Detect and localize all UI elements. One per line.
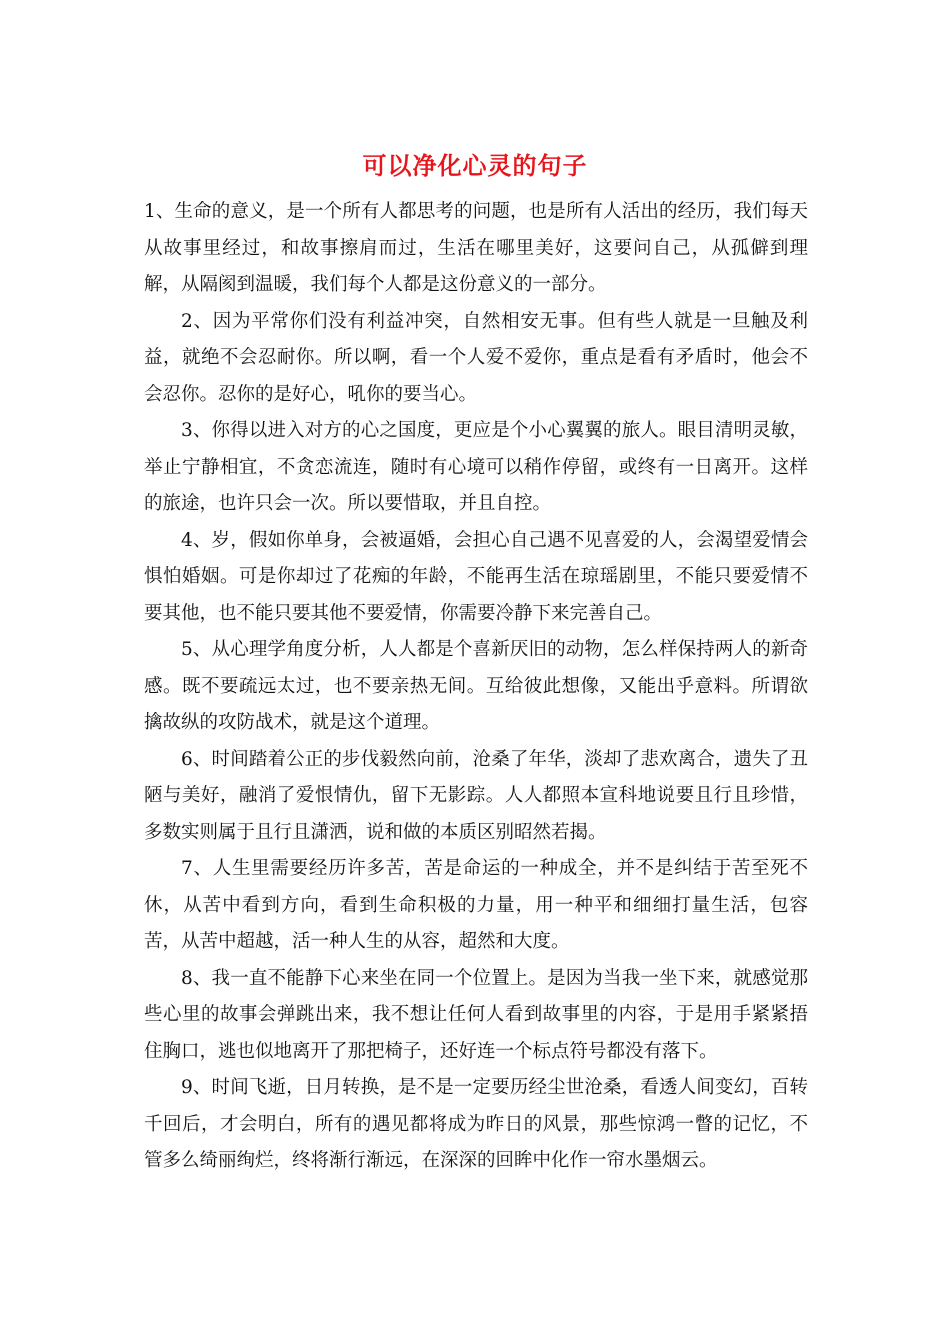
paragraph-7: 7、人生里需要经历许多苦，苦是命运的一种成全，并不是纠结于苦至死不休，从苦中看到方向，看到生命积极的力量，用一种平和细细打量生活，包容苦，从苦中超越，活一种人生的从容，超然和大度。 bbox=[144, 858, 808, 952]
paragraph-3: 3、你得以进入对方的心之国度，更应是个小心翼翼的旅人。眼目清明灵敏，举止宁静相宜，不贪恋流连，随时有心境可以稍作停留，或终有一日离开。这样的旅途，也许只会一次。所以要惜取，并且自控。 bbox=[144, 420, 808, 514]
paragraph-2: 2、因为平常你们没有利益冲突，自然相安无事。但有些人就是一旦触及利益，就绝不会忍耐你。所以啊，看一个人爱不爱你，重点是看有矛盾时，他会不会忍你。忍你的是好心，吼你的要当心。 bbox=[144, 310, 808, 405]
paragraph-6: 6、时间踏着公正的步伐毅然向前，沧桑了年华，淡却了悲欢离合，遗失了丑陋与美好，融消了爱恨情仇，留下无影踪。人人都照本宣科地说要且行且珍惜，多数实则属于且行且潇洒，说和做的本质区别昭然若揭。 bbox=[144, 748, 808, 843]
document-body bbox=[144, 194, 808, 1180]
paragraph-4: 4、岁，假如你单身，会被逼婚，会担心自己遇不见喜爱的人，会渴望爱情会惧怕婚姻。可是你却过了花痴的年龄，不能再生活在琼瑶剧里，不能只要爱情不要其他，也不能只要其他不要爱情，你需要冷静下来完善自己。 bbox=[144, 529, 808, 624]
paragraph-5: 5、从心理学角度分析，人人都是个喜新厌旧的动物，怎么样保持两人的新奇感。既不要疏远太过，也不要亲热无间。互给彼此想像，又能出乎意料。所谓欲擒故纵的攻防战术，就是这个道理。 bbox=[144, 639, 808, 733]
paragraph-8: 8、我一直不能静下心来坐在同一个位置上。是因为当我一坐下来，就感觉那些心里的故事会弹跳出来，我不想让任何人看到故事里的内容，于是用手紧紧捂住胸口，逃也似地离开了那把椅子，还好连一个标点符号都没有落下。 bbox=[144, 967, 808, 1062]
paragraph-9: 9、时间飞逝，日月转换，是不是一定要历经尘世沧桑，看透人间变幻，百转千回后，才会明白，所有的遇见都将成为昨日的风景，那些惊鸿一瞥的记忆，不管多么绮丽绚烂，终将渐行渐远，在深深的回眸中化作一帘水墨烟云。 bbox=[144, 1077, 808, 1171]
document-title: 可以净化心灵的句子 bbox=[362, 151, 588, 180]
paragraph-1: 1、生命的意义，是一个所有人都思考的问题，也是所有人活出的经历，我们每天从故事里经过，和故事擦肩而过，生活在哪里美好，这要问自己，从孤僻到理解，从隔阂到温暖，我们每个人都是这份意义的一部分。 bbox=[144, 201, 808, 295]
